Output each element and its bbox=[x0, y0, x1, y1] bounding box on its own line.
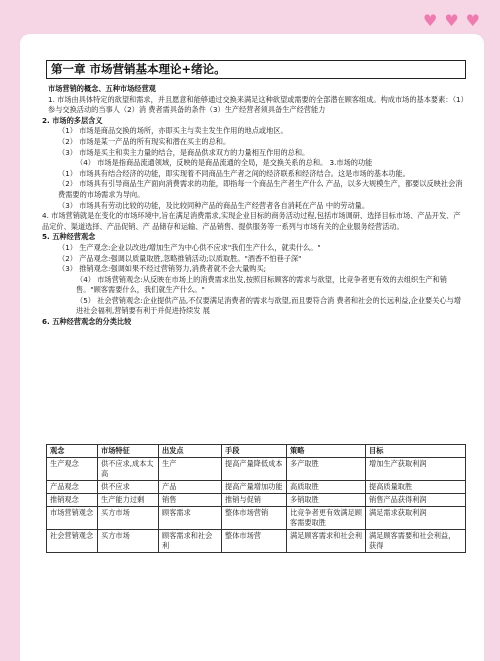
table-cell: 推销观念 bbox=[47, 494, 98, 507]
table-header-cell: 策略 bbox=[287, 445, 366, 458]
concept-social-marketing: （5） 社会营销观念:企业提供产品,不仅要满足消费者的需求与欲望,而且要符合消 费者和社会的长远利益,企业要关心与增进社会福利,营销要有利于并促进持续发 展 bbox=[76, 295, 461, 316]
table-cell: 产品 bbox=[159, 481, 222, 494]
table-cell: 买方市场 bbox=[98, 507, 159, 530]
table-row bbox=[47, 507, 466, 530]
table-cell: 增加生产获取利润 bbox=[366, 458, 466, 481]
table-cell: 产品观念 bbox=[47, 481, 98, 494]
table-cell: 整体市场营 bbox=[222, 530, 287, 553]
heart-icon: ♥ bbox=[444, 11, 459, 30]
market-meaning-4: （4） 市场是指商品流通领域，反映的是商品流通的全局，是交换关系的总和。 3.市场的功能 bbox=[76, 158, 373, 168]
table-cell: 销售 bbox=[159, 494, 222, 507]
market-meaning-1: （1） 市场是商品交换的场所，亦即买主与卖主发生作用的地点或地区。 bbox=[58, 126, 288, 136]
table-cell: 市场营销观念 bbox=[47, 507, 98, 530]
table-cell: 满足需求获取利润 bbox=[366, 507, 466, 530]
table-row bbox=[47, 530, 466, 553]
table-cell: 提高质量取胜 bbox=[366, 481, 466, 494]
heart-icon: ♥ bbox=[422, 11, 438, 30]
table-row bbox=[47, 481, 466, 494]
table-cell: 满足顾客需求和社会利 bbox=[287, 530, 366, 553]
section-5-heading: 5. 五种经营观念 bbox=[42, 232, 96, 242]
table-header-cell: 观念 bbox=[47, 445, 98, 458]
concept-selling: （3） 推销观念:强调如果不经过营销努力,消费者就不会大量购买; bbox=[58, 264, 267, 274]
chapter-title: 第一章 市场营销基本理论+绪论。 bbox=[46, 60, 466, 79]
section-1-heading: 市场营销的概念、五种市场经营观 bbox=[48, 84, 156, 93]
table-row bbox=[47, 458, 466, 481]
table-cell: 生产观念 bbox=[47, 458, 98, 481]
table-header-cell: 目标 bbox=[366, 445, 466, 458]
table-cell: 生产能力过剩 bbox=[98, 494, 159, 507]
heart-icon: ♥ bbox=[465, 11, 480, 30]
table-cell: 供不应求,成本太高 bbox=[98, 458, 159, 481]
table-cell: 多产取胜 bbox=[287, 458, 366, 481]
table-cell: 买方市场 bbox=[98, 530, 159, 553]
table-header-cell: 出发点 bbox=[159, 445, 222, 458]
table-cell: 多销取胜 bbox=[287, 494, 366, 507]
table-cell: 满足顾客需要和社会利益，获得 bbox=[366, 530, 466, 553]
market-function-2: （2） 市场具有引导商品生产面向消费需求的功能，即指每一个商品生产者生产什么 产品，以多大规模生产，都要以反映社会消费需要的市场需求为导向。 bbox=[58, 179, 463, 199]
table-cell: 顾客需求和社会利 bbox=[159, 530, 222, 553]
marketing-definition: 4. 市场营销就是在变化的市场环境中,旨在满足消费需求,实现企业目标的商务活动过程,包括市场调研、选择目标市场、产品开发、产品定价、渠道选择、产品促销、产 品储存和运输、产品销售、提供服务等一系列与市场有关的企业服务经营活动。 bbox=[42, 211, 461, 231]
market-meaning-2: （2） 市场是某一产品的所有现实和潜在买主的总和。 bbox=[58, 136, 231, 146]
table-cell: 比竞争者更有效满足顾客需要取胜 bbox=[287, 507, 366, 530]
table-cell: 推销与促销 bbox=[222, 494, 287, 507]
table-cell: 销售产品获得利润 bbox=[366, 494, 466, 507]
table-cell: 整体市场营销 bbox=[222, 507, 287, 530]
table-cell: 提高产量增加功能 bbox=[222, 481, 287, 494]
concept-production: （1） 生产观念:企业以改进/增加生产为中心供不应求"我们生产什么，就卖什么。" bbox=[58, 242, 321, 252]
table-cell: 高质取胜 bbox=[287, 481, 366, 494]
document-body bbox=[42, 84, 466, 328]
market-meaning-3: （3） 市场是买主和卖主力量的结合，是商品供求双方的力量相互作用的总和。 bbox=[58, 147, 310, 157]
section-2-heading: 2. 市场的多层含义 bbox=[42, 115, 103, 125]
market-function-3: （3） 市场具有劳动比较的功能，及比较同种产品的商品生产经营者各自消耗在产品 中的劳动量。 bbox=[58, 200, 370, 210]
table-cell: 生产 bbox=[159, 458, 222, 481]
table-cell: 供不应求 bbox=[98, 481, 159, 494]
hearts-decoration bbox=[423, 13, 480, 29]
concept-product: （2） 产品观念:强调以质量取胜,忽略推销活动;以质取胜。"酒香不怕巷子深" bbox=[58, 253, 302, 263]
document-page bbox=[20, 34, 484, 661]
table-cell: 提高产量降低成本 bbox=[222, 458, 287, 481]
table-cell: 社会营销观念 bbox=[47, 530, 98, 553]
table-cell: 顾客需求 bbox=[159, 507, 222, 530]
table-header-cell: 市场特征 bbox=[98, 445, 159, 458]
section-6-heading: 6. 五种经营观念的分类比较 bbox=[42, 317, 132, 327]
table-header-cell: 手段 bbox=[222, 445, 287, 458]
market-definition: 1. 市场由具体特定的欲望和需求，并且愿意和能够通过交换来满足这种欲望或需要的全部潜在顾客组成。构成市场的基本要素：（1）参与交换活动的当事人（2）消 费者需具备的条件（3）生产经营者须具备生产经营能力 bbox=[48, 94, 465, 115]
comparison-table bbox=[46, 444, 466, 553]
table-header-row bbox=[47, 445, 466, 458]
market-function-1: （1） 市场具有结合经济的功能，即实现着不同商品生产者之间的经济联系和经济结合。这是市场的基本功能。 bbox=[58, 168, 410, 178]
table-row bbox=[47, 494, 466, 507]
concept-marketing: （4） 市场营销观念:从反映在市场上的消费需求出发,按照目标顾客的需求与欲望，比竞争者更有效的去组织生产和销售。"顾客需要什么，我们就生产什么。" bbox=[76, 274, 447, 295]
